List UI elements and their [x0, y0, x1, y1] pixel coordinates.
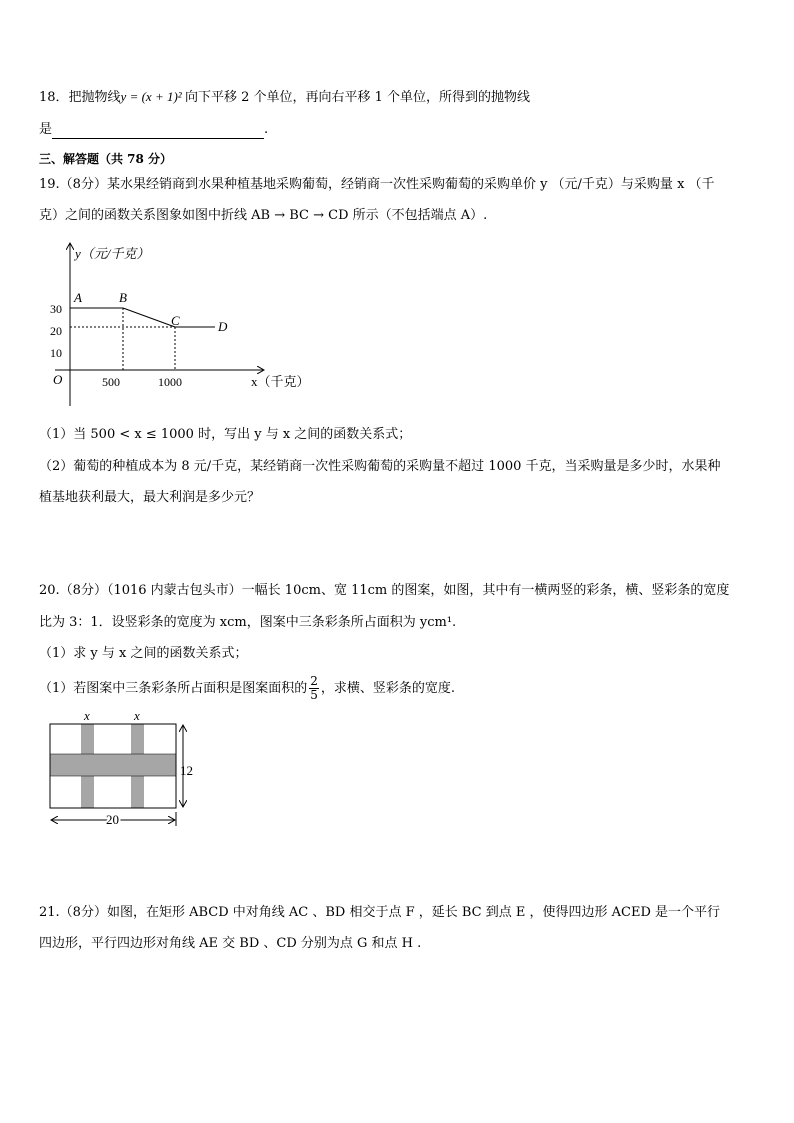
graph-x-label: x（千克） [251, 374, 310, 389]
figure-label-x1: x [84, 708, 90, 723]
q18-formula: y = (x + 1)² [120, 89, 185, 104]
q20-sub2-post: ，求横、竖彩条的宽度. [320, 681, 456, 696]
figure-vertical-stripe-1 [81, 724, 94, 808]
q20-sub2 [39, 672, 455, 706]
q20-line1: 20.（8分）（1016 内蒙古包头市）一幅长 10cm、宽 11cm 的图案，如图，其中有一横两竖的彩条，横、竖彩条的宽度 [39, 583, 730, 598]
graph-segment-bc [123, 308, 175, 327]
graph-x-tick-500: 500 [102, 375, 120, 389]
fraction-numerator: 2 [310, 674, 318, 688]
graph-y-tick-20: 20 [50, 324, 62, 338]
q20-figure [42, 708, 212, 828]
q20-fraction [309, 675, 319, 702]
graph-point-c: C [171, 313, 180, 328]
q20-line2: 比为 3：1．设竖彩条的宽度为 xcm，图案中三条彩条所占面积为 ycm¹. [39, 615, 457, 630]
q19-sub2-line1: （2）葡萄的种植成本为 8 元/千克，某经销商一次性采购葡萄的采购量不超过 1000 千克，当采购量是多少时，水果种 [39, 459, 721, 474]
figure-height-label: 12 [180, 763, 193, 778]
graph-point-b: B [119, 290, 127, 305]
q18-text-pre: 18．把抛物线 [39, 90, 121, 105]
figure-width-label: 20 [106, 812, 119, 827]
graph-point-d: D [218, 319, 228, 334]
figure-horizontal-stripe [50, 754, 176, 776]
q19-sub2-line2: 植基地获利最大，最大利润是多少元？ [39, 490, 261, 505]
q18-answer-blank[interactable] [52, 124, 264, 139]
q19-sub1: （1）当 500 < x ≤ 1000 时，写出 y 与 x 之间的函数关系式； [39, 427, 412, 442]
graph-point-a: A [74, 290, 82, 305]
graph-y-tick-30: 30 [50, 302, 62, 316]
q19-line1: 19.（8分）某水果经销商到水果种植基地采购葡萄，经销商一次性采购葡萄的采购单价 y （元/千克）与采购量 x （千 [39, 177, 715, 192]
q18-text-post: 向下平移 2 个单位，再向右平移 1 个单位，所得到的抛物线 [184, 90, 531, 105]
q18-line1 [39, 88, 530, 107]
q19-graph [45, 238, 335, 408]
figure-label-x2: x [134, 708, 140, 723]
graph-y-label: y（元/千克） [75, 246, 150, 261]
q19-line2: 克）之间的函数关系图象如图中折线 AB → BC → CD 所示（不包括端点 A）. [39, 208, 488, 223]
figure-vertical-stripe-2 [131, 724, 144, 808]
q18-answer-prefix: 是 [39, 122, 53, 137]
q20-sub2-pre: （1）若图案中三条彩条所占面积是图案面积的 [39, 681, 308, 696]
q21-line2: 四边形，平行四边形对角线 AE 交 BD 、CD 分别为点 G 和点 H . [39, 936, 422, 951]
graph-x-tick-1000: 1000 [158, 375, 182, 389]
q20-sub1: （1）求 y 与 x 之间的函数关系式； [39, 646, 248, 661]
fraction-denominator: 5 [310, 688, 318, 702]
graph-y-tick-10: 10 [50, 346, 62, 360]
q18-answer-period: . [264, 122, 269, 137]
q18-line2 [39, 121, 268, 139]
q21-line1: 21.（8分）如图，在矩形 ABCD 中对角线 AC 、BD 相交于点 F ，延长 BC 到点 E ，使得四边形 ACED 是一个平行 [39, 905, 721, 920]
section-title: 三、解答题（共 78 分） [39, 152, 173, 166]
graph-origin: O [53, 372, 63, 387]
